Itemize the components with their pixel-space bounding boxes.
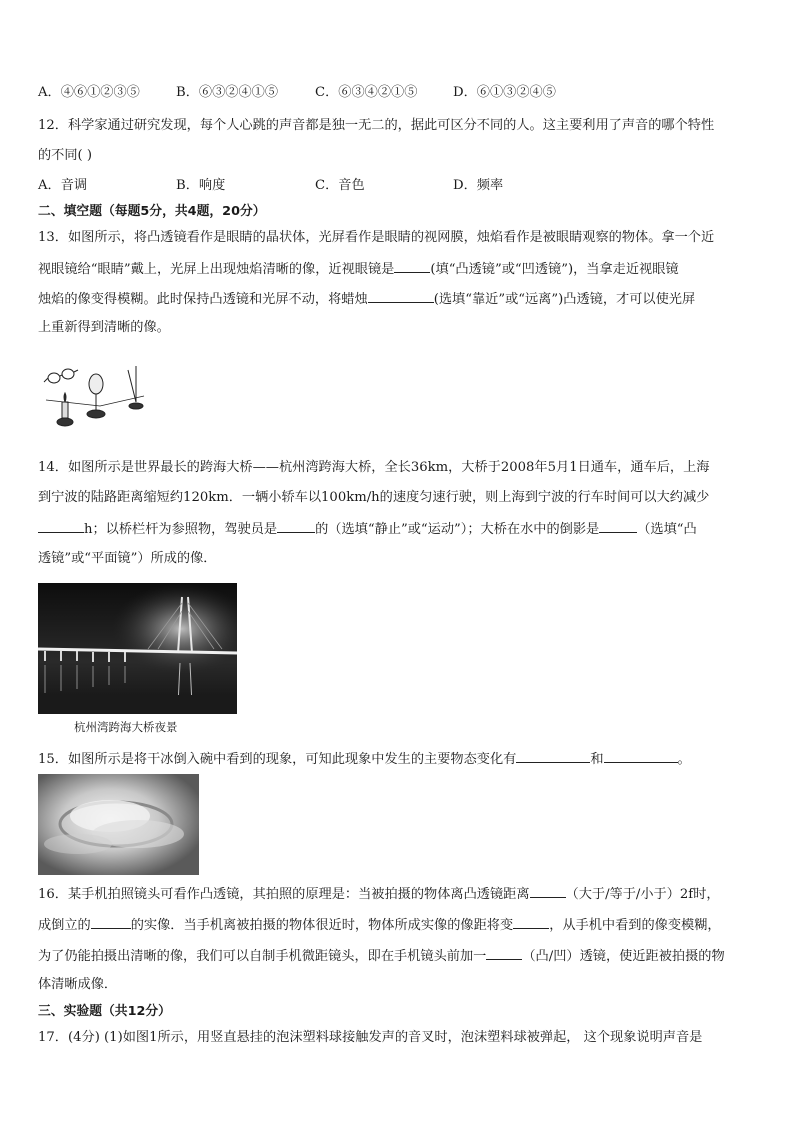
q16-blank-3[interactable] [513, 915, 549, 929]
q13-line-2-text-b: (填“凸透镜”或“凹透镜”)，当拿走近视眼镜 [430, 262, 679, 277]
q16-blank-1[interactable] [530, 884, 566, 898]
q16-line-4: 体清晰成像． [38, 977, 118, 992]
q16-line-3-text-a: 为了仍能拍摄出清晰的像，我们可以自制手机微距镜头，即在手机镜头前加一 [38, 949, 487, 964]
q14-blank-2[interactable] [277, 519, 315, 533]
q15-text-a: 15．如图所示是将干冰倒入碗中看到的现象，可知此现象中发生的主要物态变化有 [38, 752, 517, 767]
bridge-photo-caption: 杭州湾跨海大桥夜景 [74, 720, 178, 734]
q15-blank-1[interactable] [516, 749, 590, 763]
q14-line-3-text-a: h；以桥栏杆为参照物，驾驶员是 [84, 522, 278, 537]
q12-option-b: B．响度 [176, 178, 226, 193]
section-heading-experiment: 三、实验题（共12分） [38, 1004, 171, 1019]
q16-blank-2[interactable] [91, 915, 131, 929]
q13-line-3-text-b: (选填“靠近”或“远离”)凸透镜，才可以使光屏 [433, 292, 696, 307]
q16-line-2-text-b: 的实像．当手机离被拍摄的物体很近时，物体所成实像的像距将变 [130, 918, 514, 933]
q12-option-a: A．音调 [38, 178, 88, 193]
q13-line-2-text-a: 视眼镜给“眼睛”戴上，光屏上出现烛焰清晰的像，近视眼镜是 [38, 262, 395, 277]
q16-line-1 [38, 884, 720, 904]
q16-line-2-text-a: 成倒立的 [38, 918, 91, 933]
q14-line-3-text-c: （选填“凸 [637, 522, 697, 537]
q13-line-4: 上重新得到清晰的像。 [38, 320, 170, 335]
q11-option-b: B．⑥③②④①⑤ [176, 85, 279, 100]
q11-option-c: C．⑥③④②①⑤ [315, 85, 418, 100]
q13-line-3 [38, 289, 695, 309]
bridge-night-photo [38, 583, 237, 714]
q16-line-1-text-a: 16．某手机拍照镜头可看作凸透镜，其拍照的原理是：当被拍摄的物体离凸透镜距离 [38, 887, 530, 902]
q12-option-c: C．音色 [315, 178, 365, 193]
q14-blank-3[interactable] [599, 519, 637, 533]
glasses-left-lens-icon [48, 373, 60, 383]
q16-line-1-text-b: （大于/等于/小于）2f时， [565, 887, 720, 902]
q14-blank-1[interactable] [38, 519, 84, 533]
q13-line-1: 13．如图所示，将凸透镜看作是眼睛的晶状体，光屏看作是眼睛的视网膜，烛焰看作是被眼睛观察的物体。拿一个近 [38, 230, 715, 245]
q11-option-d: D．⑥①③②④⑤ [453, 85, 556, 100]
q16-blank-4[interactable] [486, 946, 522, 960]
q13-blank-1[interactable] [394, 259, 430, 273]
q12-line-1: 12．科学家通过研究发现，每个人心跳的声音都是独一无二的，据此可区分不同的人。这主要利用了声音的哪个特性 [38, 118, 715, 133]
convex-lens-icon [89, 374, 103, 394]
q11-option-a: A．④⑥①②③⑤ [38, 85, 140, 100]
q16-line-2-text-c: ，从手机中看到的像变模糊， [549, 918, 721, 933]
candle-icon [62, 402, 68, 418]
q15-text-c: 。 [677, 752, 691, 767]
section-heading-fill-in: 二、填空题（每题5分，共4题，20分） [38, 204, 266, 219]
q15-text-b: 和 [590, 752, 604, 767]
q15-blank-2[interactable] [604, 749, 678, 763]
q13-blank-2[interactable] [368, 289, 434, 303]
lens-experiment-figure [40, 356, 160, 438]
q14-line-1: 14．如图所示是世界最长的跨海大桥——杭州湾跨海大桥，全长36km，大桥于2008年5月1日通车，通车后，上海 [38, 460, 710, 475]
q14-line-4: 透镜”或“平面镜”）所成的像． [38, 551, 217, 566]
q13-line-3-text-a: 烛焰的像变得模糊。此时保持凸透镜和光屏不动，将蜡烛 [38, 292, 368, 307]
q16-line-3-text-b: （凸/凹）透镜，使近距被拍摄的物 [522, 949, 725, 964]
q17-line-1: 17．(4分) (1)如图1所示，用竖直悬挂的泡沫塑料球接触发声的音叉时，泡沫塑料球被弹起， 这个现象说明声音是 [38, 1030, 703, 1045]
q14-line-3 [38, 519, 697, 539]
glasses-right-lens-icon [62, 369, 74, 379]
dry-ice-bowl-photo [38, 774, 199, 875]
q15-line [38, 749, 691, 769]
q16-line-2 [38, 915, 721, 935]
q12-option-d: D．频率 [453, 178, 504, 193]
q14-line-2: 到宁波的陆路距离缩短约120km．一辆小轿车以100km/h的速度匀速行驶，则上海到宁波的行车时间可以大约减少 [38, 490, 710, 505]
q12-line-2: 的不同( ) [38, 148, 93, 163]
q14-line-3-text-b: 的（选填“静止”或“运动”）；大桥在水中的倒影是 [315, 522, 600, 537]
light-screen-icon [128, 370, 136, 402]
q13-line-2 [38, 259, 679, 279]
q16-line-3 [38, 946, 725, 966]
